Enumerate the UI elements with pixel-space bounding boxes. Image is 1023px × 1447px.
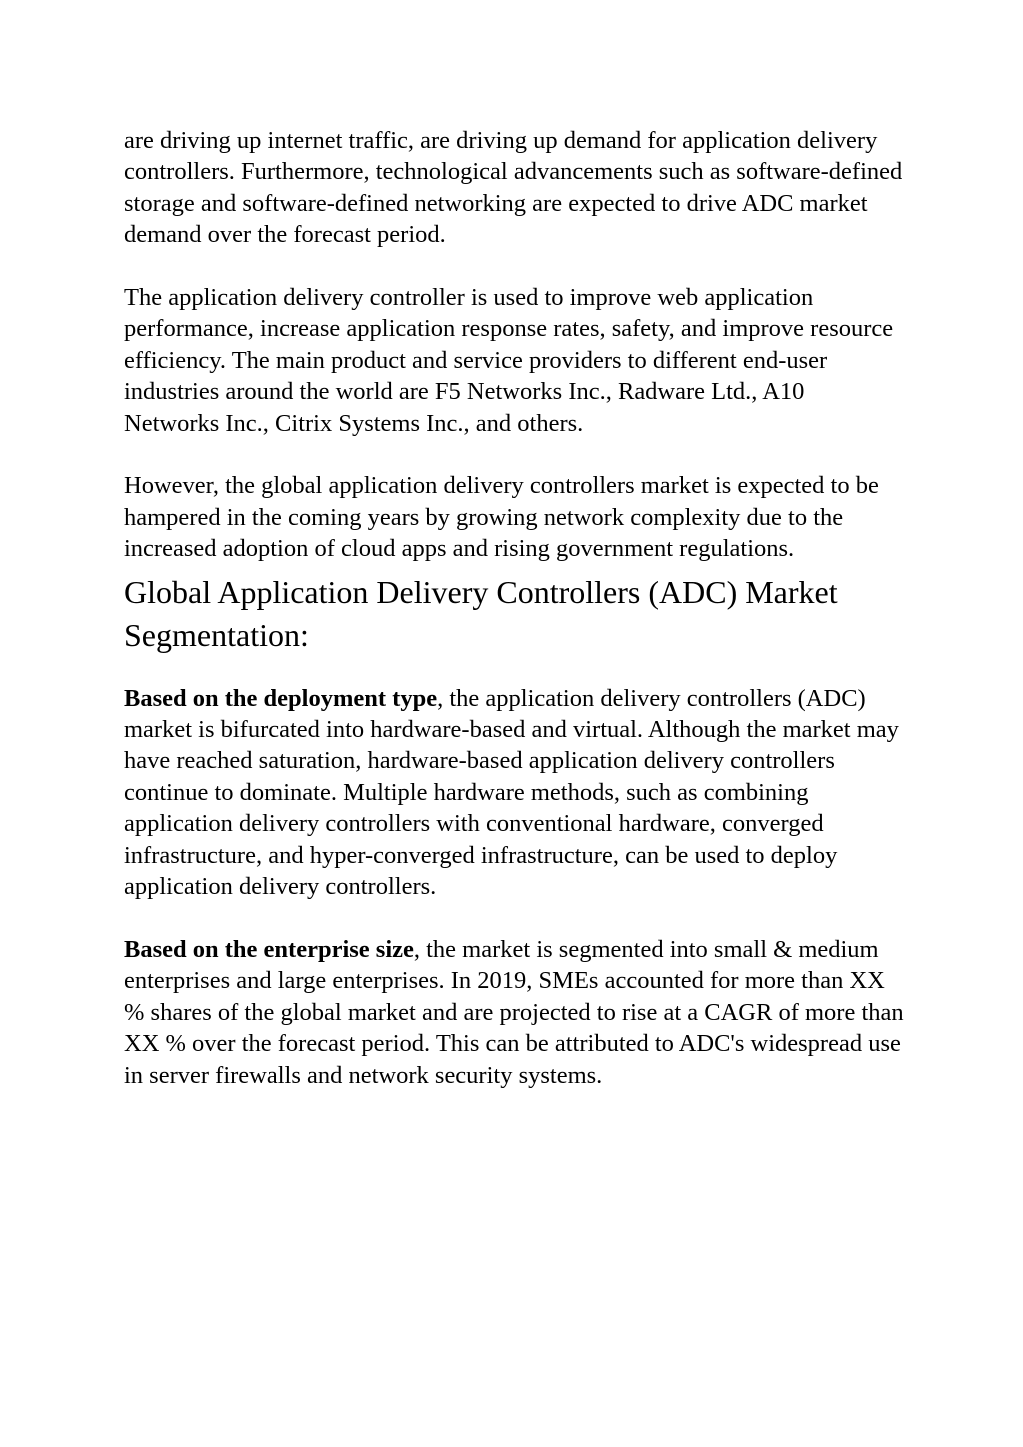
paragraph-market-restraints: However, the global application delivery controllers market is expected to be hampered in the coming years by growing network complexity due to the increased adoption of cloud apps and rising government regulations. <box>124 472 879 563</box>
enterprise-size-lead: Based on the enterprise size <box>124 935 414 963</box>
document-body <box>124 125 904 1091</box>
paragraph-deployment-type <box>124 683 904 903</box>
paragraph-enterprise-size <box>124 934 904 1091</box>
deployment-type-text: , the application delivery controllers (ADC) market is bifurcated into hardware-based and virtual. Although the market may have reached saturation, hardware-based application delivery controllers continue to dominate. Multiple hardware methods, such as combining application delivery controllers with conventional hardware, converged infrastructure, and hyper-converged infrastructure, can be used to deploy application delivery controllers. <box>124 684 899 901</box>
section-heading-market-segmentation: Global Application Delivery Controllers (ADC) Market Segmentation: <box>124 573 838 653</box>
paragraph-adc-demand-drivers: are driving up internet traffic, are driving up demand for application delivery controllers. Furthermore, technological advancements such as software-defined storage and software-defined networking are expected to drive ADC market demand over the forecast period. <box>124 127 903 249</box>
paragraph-adc-uses-and-providers: The application delivery controller is used to improve web application performance, increase application response rates, safety, and improve resource efficiency. The main product and service providers to different end-user industries around the world are F5 Networks Inc., Radware Ltd., A10 Networks Inc., Citrix Systems Inc., and others. <box>124 284 894 437</box>
deployment-type-lead: Based on the deployment type <box>124 684 438 712</box>
enterprise-size-text: , the market is segmented into small & medium enterprises and large enterprises. In 2019, SMEs accounted for more than XX % shares of the global market and are projected to rise at a CAGR of more than XX % over the forecast period. This can be attributed to ADC's widespread use in server firewalls and network security systems. <box>124 935 904 1089</box>
